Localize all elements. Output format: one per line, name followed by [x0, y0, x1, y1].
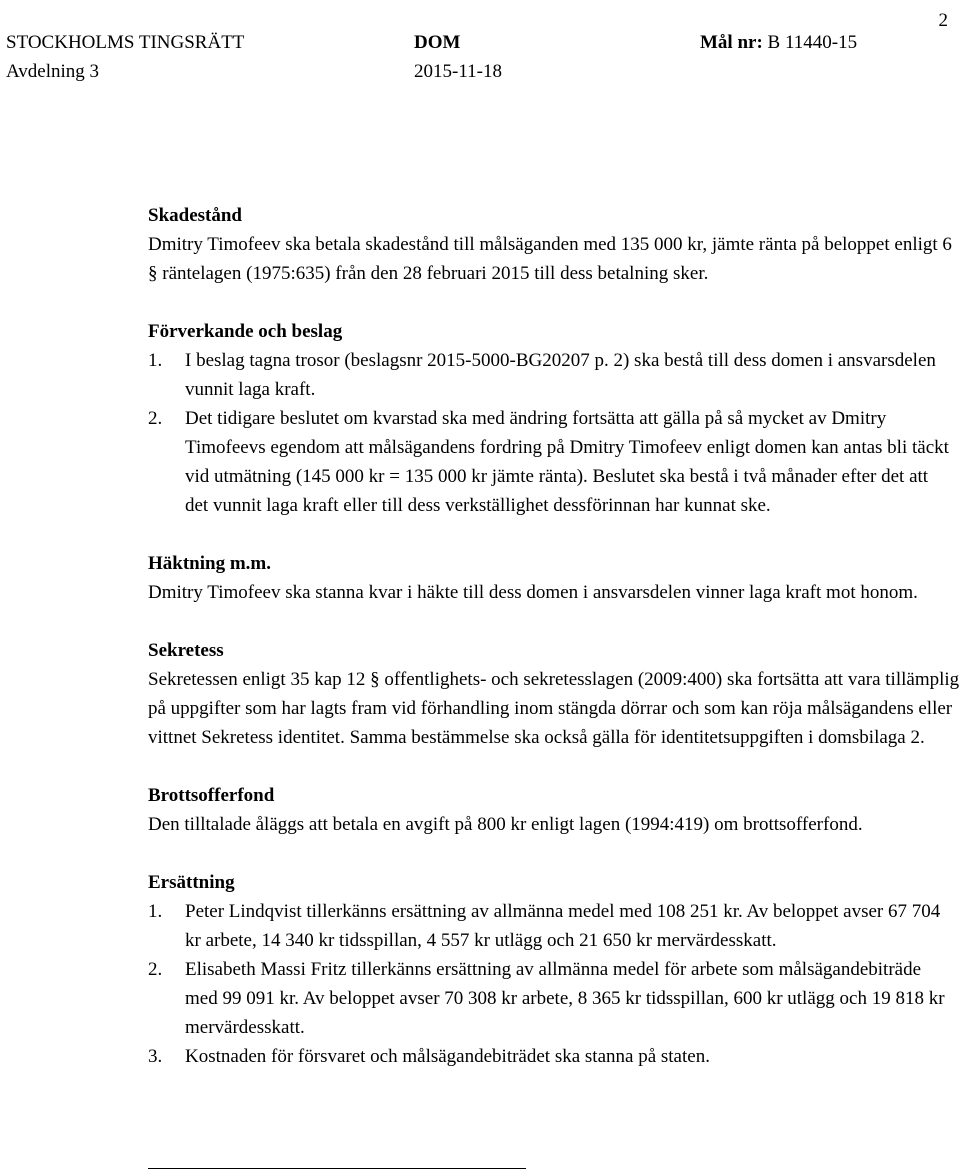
list-item-number: 2. — [148, 959, 163, 980]
header-row-1 — [6, 28, 952, 57]
list-item-number: 2. — [148, 408, 163, 429]
section-heading: Brottsofferfond — [148, 785, 275, 806]
list-item — [148, 346, 960, 404]
signature-line-divider — [148, 1168, 526, 1169]
list-item-number: 1. — [148, 901, 163, 922]
court-name: STOCKHOLMS TINGSRÄTT — [6, 32, 245, 53]
section-ersattning — [148, 868, 960, 1071]
list-item-text: I beslag tagna trosor (beslagsnr 2015-5000-BG20207 p. 2) ska bestå till dess domen i ansvarsdelen vunnit laga kraft. — [185, 350, 936, 400]
case-label: Mål nr: — [700, 32, 763, 53]
list-item-number: 1. — [148, 350, 163, 371]
section-heading: Ersättning — [148, 872, 235, 893]
section-forverkande — [148, 317, 960, 520]
document-date: 2015-11-18 — [414, 61, 502, 82]
section-text: Dmitry Timofeev ska stanna kvar i häkte till dess domen i ansvarsdelen vinner laga kraft mot honom. — [148, 582, 918, 603]
list-item-text: Det tidigare beslutet om kvarstad ska med ändring fortsätta att gälla på så mycket av Dmitry Timofeevs egendom att målsägandens fordring på Dmitry Timofeev enligt domen kan antas bli täckt vid utmätning (145 000 kr = 135 000 kr jämte ränta). Beslutet ska bestå i två månader efter det att det vunnit laga kraft eller till dess verkställighet dessförinnan har kunnat ske. — [185, 408, 949, 516]
section-heading: Skadestånd — [148, 205, 242, 226]
section-heading: Häktning m.m. — [148, 553, 271, 574]
section-text: Dmitry Timofeev ska betala skadestånd till målsäganden med 135 000 kr, jämte ränta på beloppet enligt 6 § räntelagen (1975:635) från den 28 februari 2015 till dess betalning sker. — [148, 234, 952, 284]
section-heading: Sekretess — [148, 640, 224, 661]
list-item-text: Elisabeth Massi Fritz tillerkänns ersättning av allmänna medel för arbete som målsägandebiträde med 99 091 kr. Av beloppet avser 70 308 kr arbete, 8 365 kr tidsspillan, 600 kr utlägg och 19 818 kr mervärdesskatt. — [185, 959, 945, 1038]
section-brottsofferfond — [148, 781, 960, 839]
section-heading: Förverkande och beslag — [148, 321, 343, 342]
section-skadestand — [148, 201, 960, 288]
list-item — [148, 897, 960, 955]
section-sekretess — [148, 636, 960, 752]
header-row-2 — [6, 57, 952, 86]
list-item — [148, 1042, 960, 1071]
case-number-field — [700, 28, 952, 57]
section-text: Den tilltalade åläggs att betala en avgift på 800 kr enligt lagen (1994:419) om brottsofferfond. — [148, 814, 863, 835]
list-item-text: Peter Lindqvist tillerkänns ersättning av allmänna medel med 108 251 kr. Av beloppet avser 67 704 kr arbete, 14 340 kr tidsspillan, 4 557 kr utlägg och 21 650 kr mervärdesskatt. — [185, 901, 941, 951]
case-number: B 11440-15 — [767, 32, 858, 53]
page-number: 2 — [938, 10, 948, 31]
list-item — [148, 404, 960, 520]
document-body — [148, 201, 960, 1071]
section-text: Sekretessen enligt 35 kap 12 § offentlighets- och sekretesslagen (2009:400) ska fortsätta att vara tillämplig på uppgifter som har lagts fram vid förhandling inom stängda dörrar och som kan röja målsägandens eller vittnet Sekretess identitet. Samma bestämmelse ska också gälla för identitetsuppgiften i domsbilaga 2. — [148, 669, 960, 748]
list-item-text: Kostnaden för försvaret och målsägandebiträdet ska stanna på staten. — [185, 1046, 710, 1067]
page-header — [6, 10, 952, 86]
list-item-number: 3. — [148, 1046, 163, 1067]
court-division: Avdelning 3 — [6, 61, 100, 82]
section-haktning — [148, 549, 960, 607]
document-type: DOM — [414, 32, 461, 53]
list-item — [148, 955, 960, 1042]
